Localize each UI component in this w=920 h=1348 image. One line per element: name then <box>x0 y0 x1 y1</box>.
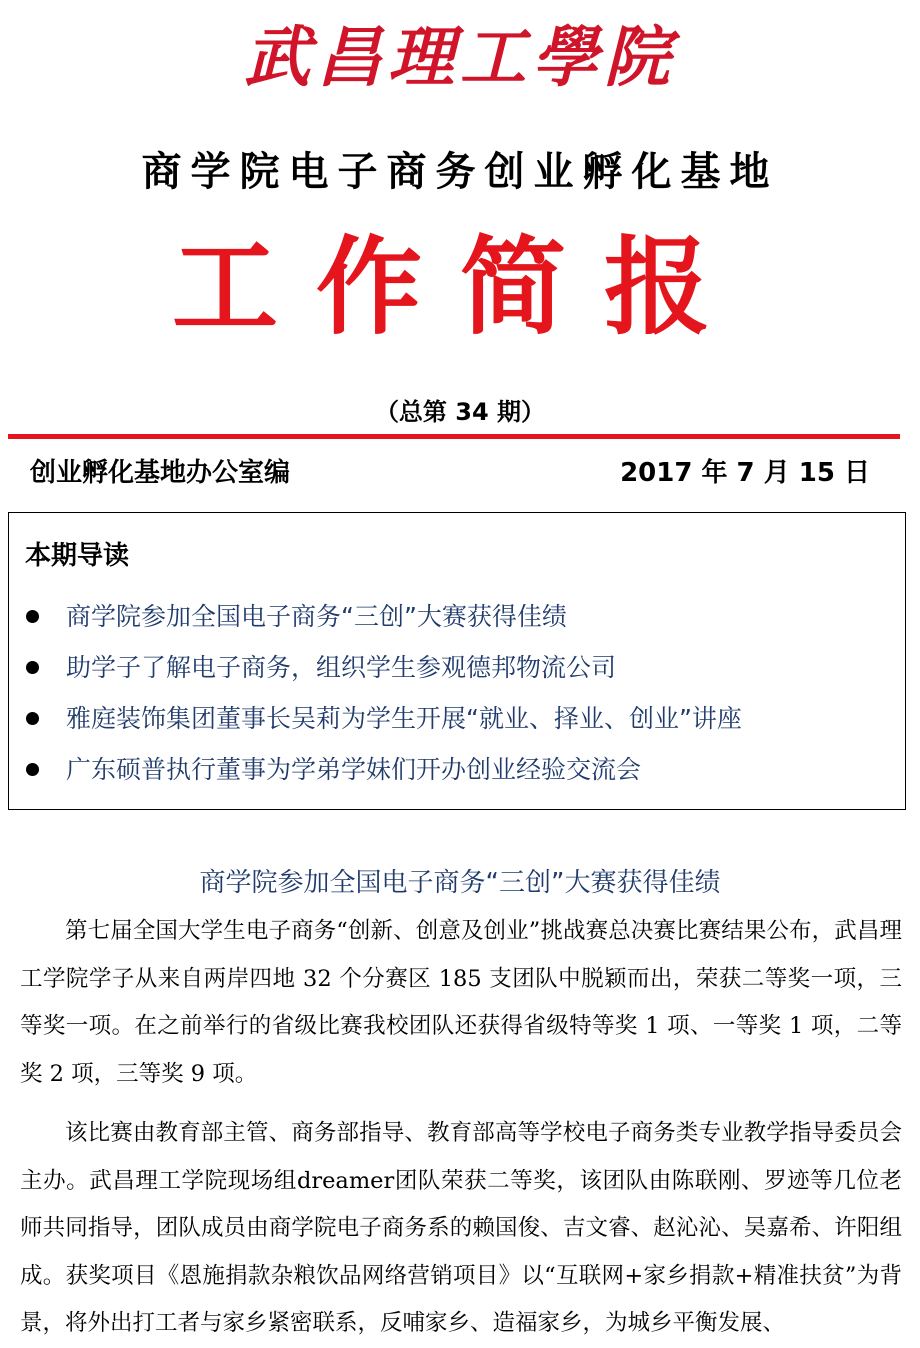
toc-item-label: 商学院参加全国电子商务“三创”大赛获得佳绩 <box>66 602 567 631</box>
editor-office: 创业孵化基地办公室编 <box>30 458 291 488</box>
bullet-icon <box>26 763 39 776</box>
toc-item-label: 助学子了解电子商务，组织学生参观德邦物流公司 <box>66 653 617 682</box>
toc-item-label: 雅庭装饰集团董事长吴莉为学生开展“就业、择业、创业”讲座 <box>66 704 742 733</box>
toc-item[interactable] <box>9 693 742 744</box>
bullet-icon <box>26 712 39 725</box>
publish-date: 2017 年 7 月 15 日 <box>620 458 870 488</box>
org-title: 商学院电子商务创业孵化基地 <box>141 149 779 195</box>
school-logo-calligraphy: 武昌理工學院 <box>244 18 676 96</box>
article-title: 商学院参加全国电子商务“三创”大赛获得佳绩 <box>199 868 721 898</box>
bulletin-title: 工作简报 <box>172 224 748 349</box>
article-paragraph: 第七届全国大学生电子商务“创新、创意及创业”挑战赛总决赛比赛结果公布，武昌理工学院学子从来自两岸四地 32 个分赛区 185 支团队中脱颖而出，荣获二等奖一项，三等奖一项。在之前举行的省级比赛我校团队还获得省级特等奖 1 项、一等奖 1 项，二等奖 2 项，三等奖 9 项。 <box>20 918 902 1087</box>
issue-number: （总第 34 期） <box>374 398 546 426</box>
article-body <box>20 908 902 1348</box>
toc-item[interactable] <box>9 744 742 795</box>
bullet-icon <box>26 610 39 623</box>
toc-item[interactable] <box>9 642 742 693</box>
article-paragraph: 该比赛由教育部主管、商务部指导、教育部高等学校电子商务类专业教学指导委员会主办。武昌理工学院现场组dreamer团队荣获二等奖，该团队由陈联刚、罗迹等几位老师共同指导，团队成员由商学院电子商务系的赖国俊、吉文睿、赵沁沁、吴嘉希、许阳组成。获奖项目《恩施捐款杂粮饮品网络营销项目》以“互联网+家乡捐款+精准扶贫”为背景，将外出打工者与家乡紧密联系，反哺家乡、造福家乡，为城乡平衡发展、 <box>20 1120 902 1336</box>
toc-list <box>9 591 742 795</box>
toc-title: 本期导读 <box>25 541 130 571</box>
toc-item-label: 广东硕普执行董事为学弟学妹们开办创业经验交流会 <box>66 755 642 784</box>
table-of-contents <box>8 512 906 810</box>
bullet-icon <box>26 661 39 674</box>
red-divider <box>8 434 900 439</box>
toc-item[interactable] <box>9 591 742 642</box>
